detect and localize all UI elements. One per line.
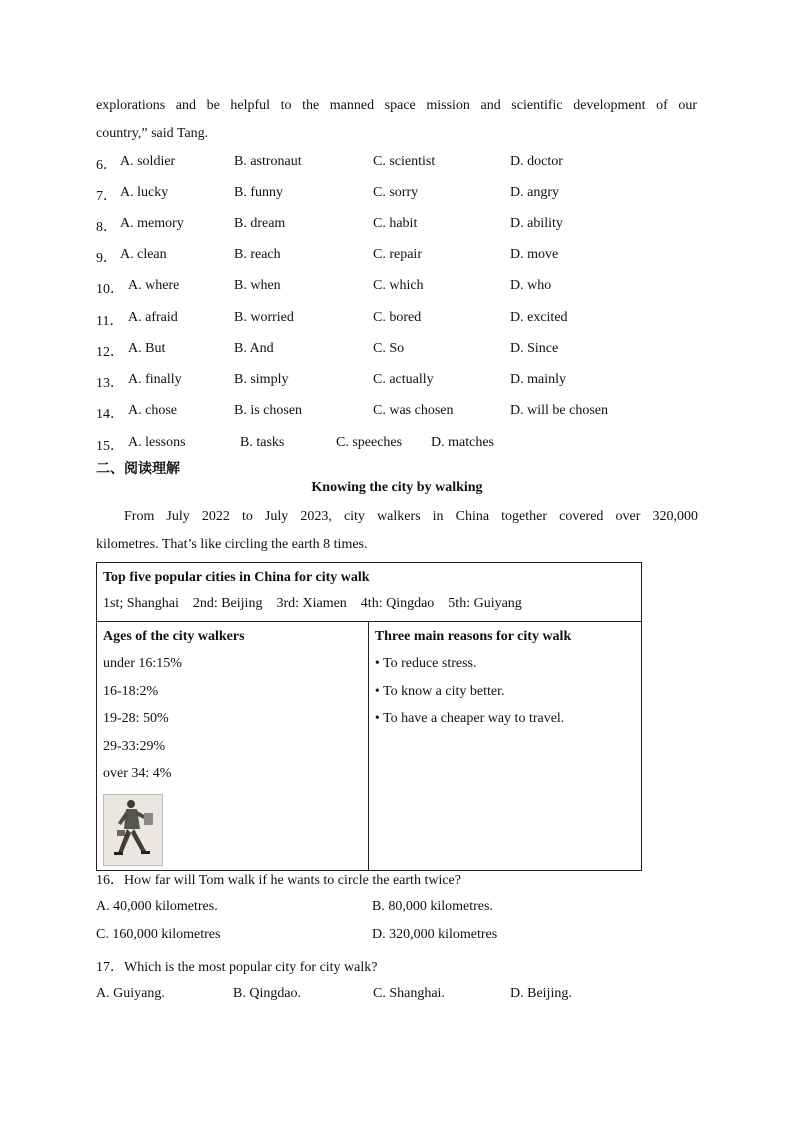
option-b[interactable]: B. dream <box>234 216 286 232</box>
option-b[interactable]: B. when <box>234 278 281 294</box>
question-15 <box>96 435 716 455</box>
top-cities-header: Top five popular cities in China for city walk <box>103 570 370 585</box>
question-row <box>96 278 716 298</box>
info-table <box>96 562 642 871</box>
option-d[interactable]: D. 320,000 kilometres <box>372 927 498 942</box>
question-number: 13． <box>96 375 124 391</box>
option-c[interactable]: C. sorry <box>373 185 419 201</box>
option-c[interactable]: C. repair <box>373 247 422 263</box>
option-b[interactable]: B. astronaut <box>234 154 302 169</box>
option-b[interactable]: B. funny <box>234 185 283 201</box>
intro-line-1: explorations and be helpful to the manned space mission and scientific development of our <box>96 98 697 113</box>
question-17-options <box>96 986 716 1006</box>
option-a[interactable]: A. chose <box>128 402 177 418</box>
option-a[interactable]: A. 40,000 kilometres. <box>96 899 218 914</box>
reason-item: • To have a cheaper way to travel. <box>374 711 565 726</box>
option-a[interactable]: A. afraid <box>128 309 178 325</box>
question-number: 11． <box>96 313 124 329</box>
question-row <box>96 185 716 205</box>
option-d[interactable]: D. angry <box>510 185 559 201</box>
top-cities-list: 1st; Shanghai 2nd: Beijing 3rd: Xiamen 4th: Qingdao 5th: Guiyang <box>103 596 522 611</box>
passage-line-2: kilometres. That’s like circling the earth 8 times. <box>96 537 368 552</box>
age-group-item: under 16:15% <box>103 656 182 671</box>
option-b[interactable]: B. And <box>234 340 274 356</box>
city-walker-image <box>103 794 163 866</box>
intro-line-2: country,” said Tang. <box>96 126 209 141</box>
question-number: 9． <box>96 251 117 267</box>
top-cities-cell <box>97 563 642 622</box>
option-d[interactable]: D. Since <box>510 340 559 356</box>
walker-figure-icon <box>104 795 162 865</box>
age-group-item: 19-28: 50% <box>103 711 169 726</box>
option-a[interactable]: A. soldier <box>120 154 176 169</box>
reasons-cell <box>368 622 641 871</box>
question-row <box>96 247 716 267</box>
question-row <box>96 403 716 423</box>
option-b[interactable]: B. tasks <box>240 435 285 450</box>
question-number: 15． <box>96 439 124 454</box>
option-c[interactable]: C. was chosen <box>373 402 454 418</box>
option-a[interactable]: A. lessons <box>128 435 186 450</box>
question-row <box>96 310 716 330</box>
option-a[interactable]: A. But <box>128 340 166 356</box>
question-17-stem: 17．Which is the most popular city for city walk? <box>96 960 378 975</box>
question-16-stem: 16．How far will Tom walk if he wants to circle the earth twice? <box>96 873 461 888</box>
option-c[interactable]: C. Shanghai. <box>373 986 445 1001</box>
option-d[interactable]: D. doctor <box>510 154 563 169</box>
ages-cell <box>97 622 369 871</box>
reasons-header: Three main reasons for city walk <box>374 629 572 644</box>
question-number: 8． <box>96 220 117 236</box>
option-b[interactable]: B. reach <box>234 247 281 263</box>
section-title: 二、阅读理解 <box>96 461 180 477</box>
ages-list <box>103 650 362 788</box>
option-b[interactable]: B. worried <box>234 309 294 325</box>
question-16-options-row-1 <box>96 899 716 919</box>
ages-header: Ages of the city walkers <box>103 629 245 644</box>
option-b[interactable]: B. Qingdao. <box>233 986 302 1001</box>
question-16-options-row-2 <box>96 927 716 947</box>
question-row <box>96 372 716 392</box>
option-b[interactable]: B. 80,000 kilometres. <box>372 899 493 914</box>
age-group-item: 29-33:29% <box>103 738 166 754</box>
option-c[interactable]: C. habit <box>373 216 418 232</box>
option-c[interactable]: C. bored <box>373 309 422 325</box>
reason-item: • To know a city better. <box>374 683 505 699</box>
question-number: 10． <box>96 282 124 298</box>
reasons-list <box>375 650 635 733</box>
option-d[interactable]: D. matches <box>431 435 494 450</box>
option-c[interactable]: C. scientist <box>373 154 436 169</box>
question-number: 6． <box>96 158 117 173</box>
option-c[interactable]: C. 160,000 kilometres <box>96 927 221 942</box>
option-c[interactable]: C. speeches <box>336 435 403 450</box>
option-a[interactable]: A. finally <box>128 371 182 387</box>
option-a[interactable]: A. lucky <box>120 185 169 201</box>
option-a[interactable]: A. Guiyang. <box>96 986 165 1001</box>
option-c[interactable]: C. actually <box>373 371 434 387</box>
question-row <box>96 216 716 236</box>
option-d[interactable]: D. Beijing. <box>510 986 572 1001</box>
age-group-item: 16-18:2% <box>103 683 159 699</box>
option-d[interactable]: D. excited <box>510 309 568 325</box>
option-b[interactable]: B. is chosen <box>234 402 303 418</box>
option-d[interactable]: D. move <box>510 247 559 263</box>
option-a[interactable]: A. memory <box>120 216 184 232</box>
age-group-item: over 34: 4% <box>103 766 172 781</box>
question-row <box>96 154 716 174</box>
passage-title: Knowing the city by walking <box>311 480 483 495</box>
option-c[interactable]: C. which <box>373 278 424 294</box>
option-d[interactable]: D. who <box>510 278 552 294</box>
question-number: 14． <box>96 406 124 422</box>
option-a[interactable]: A. where <box>128 278 180 294</box>
passage-line-1: From July 2022 to July 2023, city walkers in China together covered over 320,000 <box>124 509 698 524</box>
question-number: 12． <box>96 344 124 360</box>
option-d[interactable]: D. mainly <box>510 371 566 387</box>
option-a[interactable]: A. clean <box>120 247 167 263</box>
question-row <box>96 341 716 361</box>
reason-item: • To reduce stress. <box>374 656 477 671</box>
question-number: 7． <box>96 189 117 205</box>
option-c[interactable]: C. So <box>373 340 405 356</box>
option-d[interactable]: D. ability <box>510 216 563 232</box>
option-d[interactable]: D. will be chosen <box>510 402 608 418</box>
option-b[interactable]: B. simply <box>234 371 289 387</box>
